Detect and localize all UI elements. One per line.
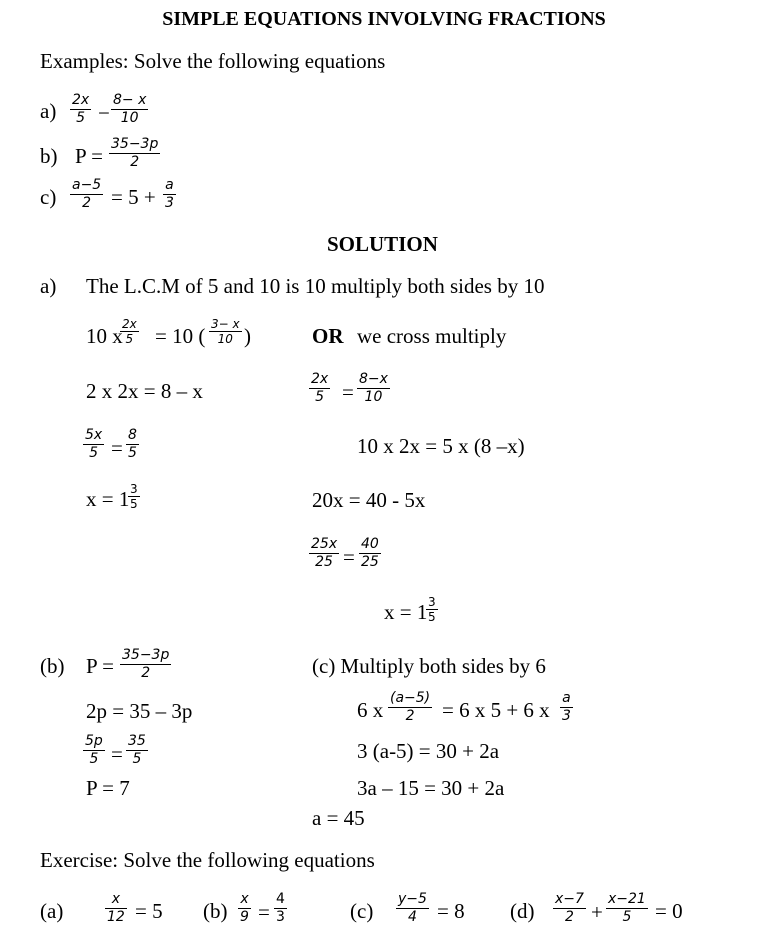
solution-a-line3-eq: = [111, 436, 123, 460]
solution-c-label: (c) Multiply both sides by 6 [312, 654, 546, 678]
example-c-label: c) [40, 185, 57, 209]
solution-a-right4-fraction-2: $\frac{40}{25}$ [361, 536, 379, 570]
solution-b-line3-eq: = [111, 742, 123, 766]
exercise-a-fraction: $\frac{x}{12}$ [107, 891, 125, 925]
exercise-b-fraction-2: $\frac{4}{3}$ [276, 891, 285, 925]
example-a-op: − [98, 101, 110, 125]
solution-a-right4-fraction-1: $\frac{25x}{25}$ [311, 536, 338, 570]
exercise-d-rhs: = 0 [655, 899, 683, 923]
solution-a-line1-mid: = 10 ( [155, 324, 206, 348]
example-a-fraction-2: $\frac{8- x}{10}$ [113, 92, 147, 126]
example-b-fraction: $\frac{35-3p}{2}$ [111, 136, 159, 170]
solution-a-right5-fraction: $\frac{3}{5}$ [428, 595, 436, 624]
exercise-d-plus: + [591, 900, 603, 924]
solution-a-right1-fraction-1: $\frac{2x}{5}$ [311, 371, 329, 405]
exercise-c-fraction: $\frac{y-5}{4}$ [398, 891, 427, 925]
exercise-c-rhs: = 8 [437, 899, 465, 923]
exercise-d-fraction-1: $\frac{x-7}{2}$ [555, 891, 584, 925]
solution-a-right4-eq: = [343, 545, 355, 569]
solution-b-label: (b) [40, 654, 65, 678]
solution-a-line1-fraction-1: $\frac{2x}{5}$ [122, 317, 137, 346]
exercise-a-label: (a) [40, 899, 64, 923]
example-a-label: a) [40, 99, 57, 123]
solution-a-label: a) [40, 274, 57, 298]
exercise-d-fraction-2: $\frac{x-21}{5}$ [608, 891, 646, 925]
page-title: SIMPLE EQUATIONS INVOLVING FRACTIONS [162, 8, 606, 30]
or-text: we cross multiply [357, 324, 507, 348]
solution-a-right1-fraction-2: $\frac{8-x}{10}$ [359, 371, 388, 405]
solution-a-line1-post: ) [244, 324, 251, 348]
exercise-b-eq: = [258, 900, 270, 924]
solution-a-line4-fraction: $\frac{3}{5}$ [130, 482, 138, 511]
solution-a-right5-pre: x = 1 [384, 600, 428, 624]
example-b-label: b) [40, 144, 58, 168]
solution-b-fraction: $\frac{35-3p}{2}$ [122, 647, 170, 681]
solution-a-line2: 2 x 2x = 8 – x [86, 379, 203, 403]
example-c-mid: = 5 + [111, 185, 156, 209]
solution-c-line4: a = 45 [312, 806, 365, 830]
exercise-d-label: (d) [510, 899, 535, 923]
solution-a-line3-fraction-1: $\frac{5x}{5}$ [85, 427, 103, 461]
solution-a-right2: 10 x 2x = 5 x (8 –x) [357, 434, 525, 458]
solution-c-line2: 3 (a-5) = 30 + 2a [357, 739, 500, 763]
solution-c-line1-mid: = 6 x 5 + 6 x [442, 698, 550, 722]
solution-a-right1-eq: = [342, 380, 354, 404]
solution-a-line3-fraction-2: $\frac{8}{5}$ [128, 427, 137, 461]
exercise-b-fraction-1: $\frac{x}{9}$ [240, 891, 249, 925]
solution-c-line1-fraction-2: $\frac{a}{3}$ [562, 690, 571, 724]
example-c-fraction-2: $\frac{a}{3}$ [165, 177, 174, 211]
solution-b-lhs: P = [86, 654, 114, 678]
solution-b-line4: P = 7 [86, 776, 130, 800]
solution-a-intro: The L.C.M of 5 and 10 is 10 multiply both sides by 10 [86, 274, 545, 298]
solution-c-line1-fraction-1: $\frac{(a-5)}{2}$ [390, 690, 431, 724]
exercise-a-rhs: = 5 [135, 899, 163, 923]
or-label: OR [312, 324, 344, 348]
solution-b-line3-fraction-2: $\frac{35}{5}$ [128, 733, 146, 767]
example-c-fraction-1: $\frac{a-5}{2}$ [72, 177, 102, 211]
example-b-lhs: P = [75, 144, 103, 168]
solution-a-line4-pre: x = 1 [86, 487, 130, 511]
solution-b-line3-fraction-1: $\frac{5p}{5}$ [85, 733, 103, 767]
exercise-intro: Exercise: Solve the following equations [40, 848, 375, 872]
solution-b-line2: 2p = 35 – 3p [86, 699, 193, 723]
solution-a-right3: 20x = 40 - 5x [312, 488, 426, 512]
example-a-fraction-1: $\frac{2x}{5}$ [72, 92, 90, 126]
exercise-b-label: (b) [203, 899, 228, 923]
solution-a-line1-pre: 10 x [86, 324, 123, 348]
solution-c-line3: 3a – 15 = 30 + 2a [357, 776, 505, 800]
solution-c-line1-pre: 6 x [357, 698, 384, 722]
solution-a-line1-fraction-2: $\frac{3- x}{10}$ [211, 317, 240, 346]
solution-heading: SOLUTION [327, 232, 438, 256]
examples-intro: Examples: Solve the following equations [40, 49, 386, 73]
exercise-c-label: (c) [350, 899, 374, 923]
